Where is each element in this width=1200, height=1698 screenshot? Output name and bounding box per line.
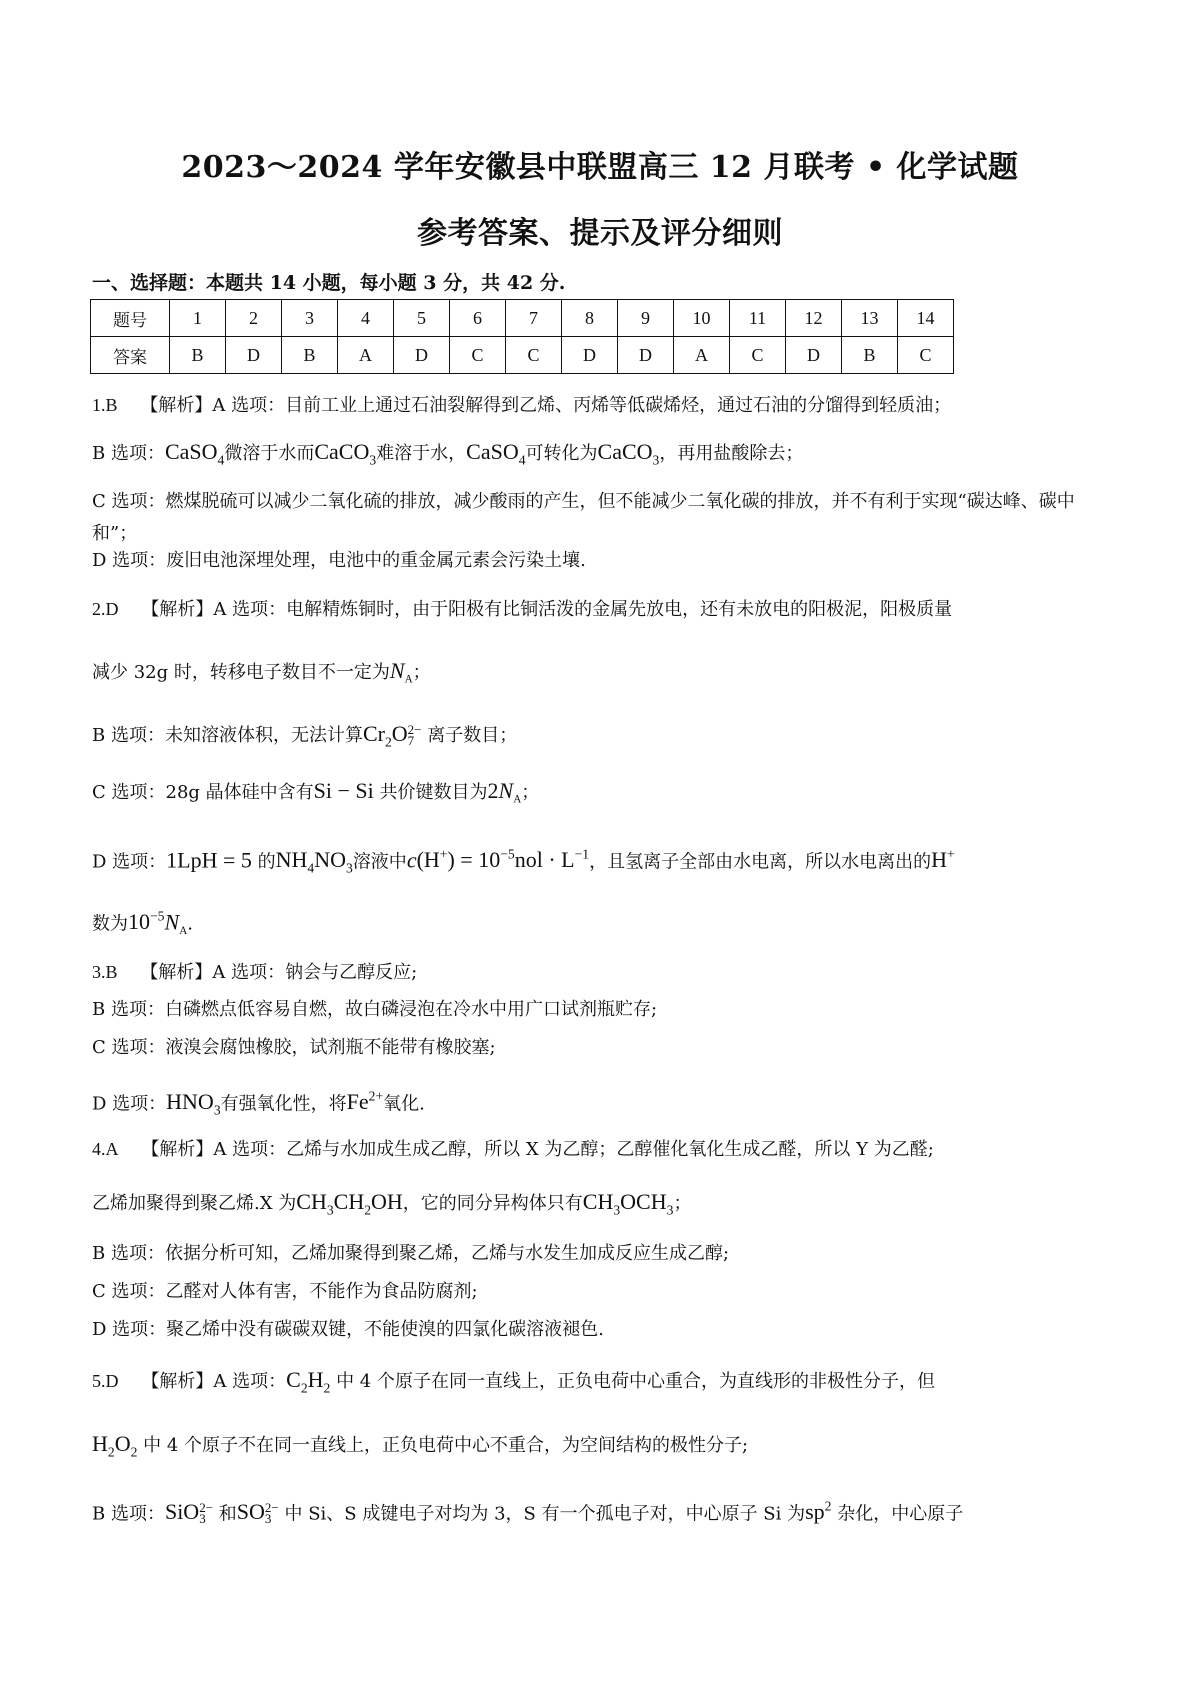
q2-option-a-text: 减少 32g 时，转移电子数目不一定为 [92,662,390,683]
answer-table [90,299,954,374]
q2-option-d-cont: 数为$10^{-5}N_A$. [92,909,193,937]
q3-option-d-text: 氧化. [383,1093,425,1115]
q4-option-c: C 选项：乙醛对人体有害，不能作为食品防腐剂; [92,1281,478,1302]
q1-option-a-line [92,393,951,418]
q2-option-b-text: B 选项：未知溶液体积，无法计算 [92,725,363,746]
q4-option-a-line [92,1137,934,1162]
q3-option-d-text: 有强氧化性，将 [220,1093,347,1115]
q2-option-c-text: 共价键数目为 [379,782,488,803]
row-label: 题号 [91,300,170,337]
q5-option-a-text: 中 4 个原子不在同一直线上，正负电荷中心不重合，为空间结构的极性分子; [143,1435,749,1456]
answer-cell: B [282,337,338,374]
q2-option-a-cont: 减少 32g 时，转移电子数目不一定为$N_A$； [92,658,431,686]
q2-option-c-text: C 选项：28g 晶体硅中含有 [92,782,314,803]
answer-cell: C [450,337,506,374]
question-number: 8 [562,300,618,337]
q4-option-a-text: ，它的同分异构体只有 [402,1193,583,1214]
q1-option-b-text: 难溶于水， [376,443,467,464]
question-number: 2 [226,300,282,337]
q4-option-a: A 选项：乙烯与水加成生成乙醇，所以 X 为乙醇；乙醇催化氧化生成乙醛，所以 Y 为乙醛; [213,1139,934,1160]
q1-option-b-text: 可转化为 [525,443,598,464]
question-number: 10 [674,300,730,337]
section-heading: 一、选择题：本题共 14 小题，每小题 3 分，共 42 分. [92,272,566,294]
answer-cell: D [618,337,674,374]
question-number: 3 [282,300,338,337]
q1-option-a: A 选项：目前工业上通过石油裂解得到乙烯、丙烯等低碳烯烃，通过石油的分馏得到轻质油； [212,395,952,416]
q5-option-b-text: 中 Si、S 成键电子对均为 3，S 有一个孤电子对，中心原子 Si 为 [284,1503,806,1525]
q3-option-a: A 选项：钠会与乙醇反应; [212,962,418,983]
q2-option-b-line: B 选项：未知溶液体积，无法计算$Cr_2O$ 2− 7 离子数目； [92,721,518,750]
question-number: 9 [618,300,674,337]
q5-option-a-cont: $H_2O_2$ 中 4 个原子不在同一直线上，正负电荷中心不重合，为空间结构的极性分子; [92,1431,749,1460]
question-number: 1 [170,300,226,337]
q1-number: 1.B [92,395,118,415]
q4-option-b: B 选项：依据分析可知，乙烯加聚得到聚乙烯，乙烯与水发生加成反应生成乙醇; [92,1243,730,1264]
question-number: 11 [730,300,786,337]
q4-option-d: D 选项：聚乙烯中没有碳碳双键，不能使溴的四氯化碳溶液褪色. [92,1319,604,1340]
q2-option-a-line [92,597,952,622]
answer-cell: B [842,337,898,374]
q2-option-a: A 选项：电解精炼铜时，由于阳极有比铜活泼的金属先放电，还有未放电的阳极泥，阳极质量 [213,599,953,620]
answer-cell: D [562,337,618,374]
q5-option-b-text: 和 [218,1503,237,1525]
analysis-tag: 【解析】 [140,395,213,416]
q3-option-d-line: D 选项：$HNO_3$有强氧化性，将$Fe^{2+}$氧化. [92,1089,425,1118]
q2-option-d-text: D 选项： [92,851,167,873]
q2-option-d-text: ，且氢离子全部由水电离，所以水电离出的 [589,851,932,873]
q2-option-c-line: C 选项：28g 晶体硅中含有Si − Si 共价键数目为$2N_A$； [92,778,540,806]
q2-option-d-text: 溶液中 [352,851,407,873]
q3-option-a-line [92,960,417,985]
q3-option-d-text: D 选项： [92,1093,167,1115]
answer-cell: C [898,337,954,374]
question-number: 14 [898,300,954,337]
row-label: 答案 [91,337,170,374]
q2-option-d-text: 数为 [92,913,128,935]
answer-cell: B [170,337,226,374]
answer-cell: D [226,337,282,374]
q1-option-d: D 选项：废旧电池深埋处理，电池中的重金属元素会污染土壤. [92,550,586,571]
answer-cell: C [506,337,562,374]
question-number: 13 [842,300,898,337]
q5-option-a-text: 中 4 个原子在同一直线上，正负电荷中心重合，为直线形的非极性分子，但 [336,1371,935,1392]
answer-cell: D [394,337,450,374]
q1-option-b-text: 微溶于水而 [224,443,315,464]
q4-option-a-cont: 乙烯加聚得到聚乙烯.X 为$CH_3CH_2OH$，它的同分异构体只有$CH_3OCH_3$； [92,1189,692,1218]
answer-cell: D [786,337,842,374]
question-number: 4 [338,300,394,337]
q5-option-a-text: A 选项： [213,1371,287,1392]
document-title: 2023～2024 学年安徽县中联盟高三 12 月联考 • 化学试题 [181,150,1019,185]
question-number: 7 [506,300,562,337]
q2-number: 2.D [92,599,119,619]
answer-cell: A [674,337,730,374]
q2-option-b-text: 离子数目； [427,725,518,746]
q4-option-a-text: 乙烯加聚得到聚乙烯.X 为 [92,1193,297,1214]
analysis-tag: 【解析】 [141,1371,214,1392]
answer-cell: C [730,337,786,374]
question-number: 6 [450,300,506,337]
q1-option-c: C 选项：燃煤脱硫可以减少二氧化硫的排放，减少酸雨的产生，但不能减少二氧化碳的排放，并不有利于实现“碳达峰、碳中和”； [92,491,1075,544]
answer-cell: A [338,337,394,374]
question-number: 12 [786,300,842,337]
q5-option-b-text: 杂化，中心原子 [837,1503,964,1525]
q1-option-b-line: B 选项：CaSO$_4$微溶于水而CaCO$_3$难溶于水，CaSO$_4$可转化为CaCO$_3$，再用盐酸除去； [92,439,804,468]
analysis-tag: 【解析】 [140,962,213,983]
q3-number: 3.B [92,962,118,982]
q2-option-d-line: D 选项：1LpH = 5 的$NH_4NO_3$溶液中$c(H^+) = 10^{-5}nol \cdot L^{-1}$，且氢离子全部由水电离，所以水电离出的H+ [92,847,955,876]
q5-number: 5.D [92,1371,119,1391]
q5-option-b-text: B 选项： [92,1503,165,1525]
q4-number: 4.A [92,1139,119,1159]
q3-option-b: B 选项：白磷燃点低容易自燃，故白磷浸泡在冷水中用广口试剂瓶贮存; [92,999,658,1020]
q2-option-d-text: 的 [257,851,276,873]
option-label: B 选项： [92,443,165,464]
analysis-tag: 【解析】 [141,1139,214,1160]
analysis-tag: 【解析】 [141,599,214,620]
question-number: 5 [394,300,450,337]
q3-option-c: C 选项：液溴会腐蚀橡胶，试剂瓶不能带有橡胶塞; [92,1037,496,1058]
q5-option-b-line: B 选项：SiO 2− 3 和SO 2− 3 中 Si、S 成键电子对均为 3，S 有一个孤电子对，中心原子 Si 为$sp^2$ 杂化，中心原子 [92,1499,964,1527]
answer-row [91,337,954,374]
document-subtitle: 参考答案、提示及评分细则 [417,216,783,251]
q5-option-a-line: 5.D 【解析】A 选项：$C_2H_2$ 中 4 个原子在同一直线上，正负电荷中心重合，为直线形的非极性分子，但 [92,1367,935,1396]
question-number-row [91,300,954,337]
q1-option-b-text: ，再用盐酸除去； [659,443,804,464]
